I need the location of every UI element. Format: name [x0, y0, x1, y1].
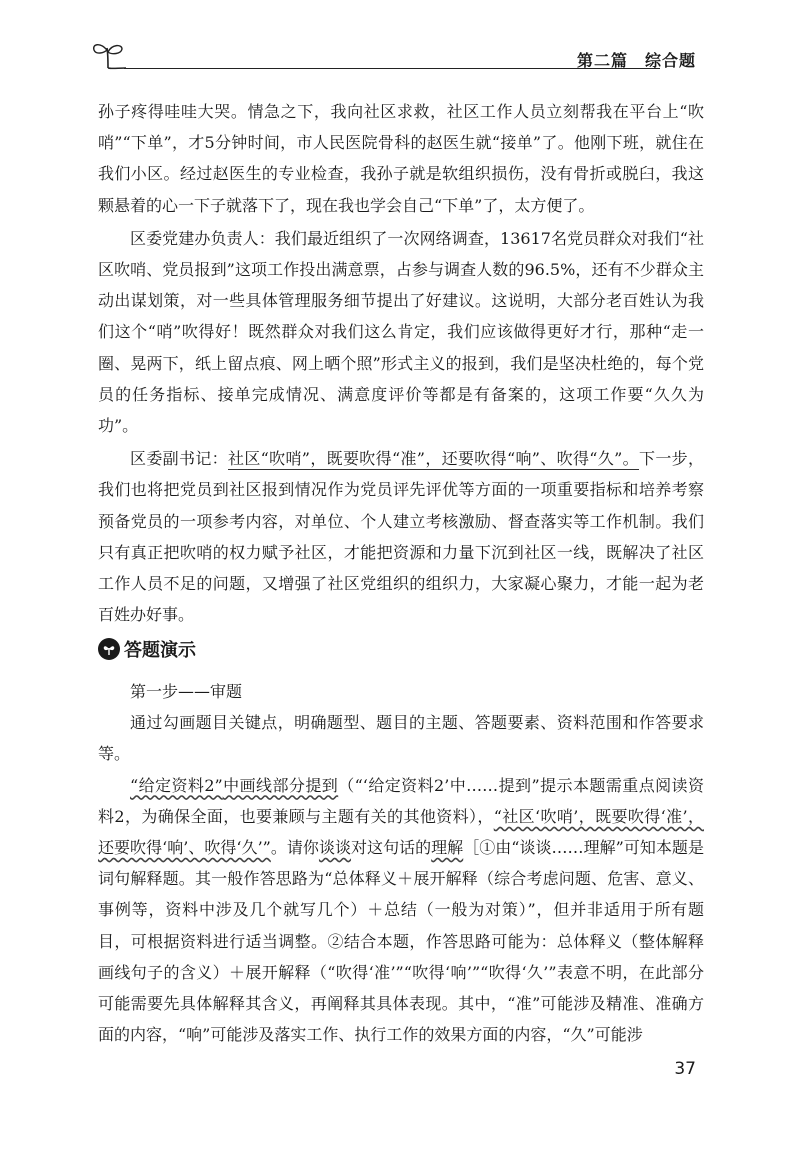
analysis-text-1: （“‘给定资料2’中……提到”提示本题需重点阅读资料2，为确保全面，也要兼顾与主题有关的其他资料）， — [98, 775, 704, 826]
question-analysis — [98, 770, 704, 1051]
section-title: 第二篇 综合题 — [576, 51, 696, 70]
paragraph-3-rest: 下一步，我们也将把党员到社区报到情况作为党员评先评优等方面的一项重要指标和培养考察预备党员的一项参考内容，对单位、个人建立考核激励、督查落实等工作机制。我们只有真正把吹哨的权力赋予社区，才能把资源和力量下沉到社区一线，既解决了社区工作人员不足的问题，又增强了社区党组织的组织力，大家凝心聚力，才能一起为老百姓办好事。 — [98, 449, 704, 625]
paragraph-3 — [98, 443, 704, 630]
keyword-quote: “社区‘吹哨’，既要吹得‘准’，还要吹得‘响’、吹得‘久’” — [98, 806, 704, 858]
answer-demo — [98, 676, 704, 1050]
keyword-material: “给定资料2” — [130, 775, 223, 795]
section-heading — [98, 636, 196, 662]
body-text — [98, 96, 704, 630]
analysis-text-2: 。请你 — [270, 838, 319, 858]
section-heading-label: 答题演示 — [124, 640, 196, 661]
paragraph-2: 区委党建办负责人：我们最近组织了一次网络调查，13617名党员群众对我们“社区吹哨、党员报到”这项工作投出满意票，占参与调查人数的96.5%，还有不少群众主动出谋划策，对一些具体管理服务细节提出了好建议。这说明，大部分老百姓认为我们这个“哨”吹得好！既然群众对我们这么肯定，我们应该做得更好才行，那种“走一圈、晃两下，纸上留点痕、网上晒个照”形式主义的报到，我们是坚决杜绝的，每个党员的任务指标、接单完成情况、满意度评价等都是有备案的，这项工作要“久久为功”。 — [98, 228, 704, 436]
sprout-icon — [90, 38, 130, 72]
underlined-quote: 社区“吹哨”，既要吹得“准”，还要吹得“响”、吹得“久”。 — [227, 449, 639, 469]
analysis-text-3: 对这句话的 — [351, 838, 432, 858]
analysis-text-4: ［①由“谈谈……理解”可知本题是词句解释题。其一般作答思路为“总体释义＋展开解释（综合考虑问题、危害、意义、事例等，资料中涉及几个就写几个）＋总结（一般为对策）”，但并非适用于所有题目，可根据资料进行适当调整。②结合本题，作答思路可能为：总体释义（整体解释画线句子的含义）＋展开解释（“吹得‘准’”“吹得‘响’”“吹得‘久’”表意不明，在此部分可能需要先具体解释其含义，再阐释其具体表现。其中，“准”可能涉及精准、准确方面的内容，“响”可能涉及落实工作、执行工作的效果方面的内容，“久”可能涉 — [98, 838, 704, 1045]
paragraph-1: 孙子疼得哇哇大哭。情急之下，我向社区求救，社区工作人员立刻帮我在平台上“吹哨”“下单”，才5分钟时间，市人民医院骨科的赵医生就“接单”了。他刚下班，就住在我们小区。经过赵医生的专业检查，我孙子就是软组织损伤，没有骨折或脱臼，我这颗悬着的心一下子就落下了，现在我也学会自己“下单”了，太方便了。 — [98, 102, 704, 215]
keyword-discuss: 谈谈 — [318, 838, 352, 858]
leaf-badge-icon — [98, 638, 120, 660]
page-number: 37 — [674, 1059, 696, 1079]
page-header — [90, 38, 710, 72]
keyword-underlined-part: 中画线部分提到 — [222, 775, 339, 795]
speaker-label: 区委副书记： — [130, 449, 228, 469]
intro-text: 通过勾画题目关键点，明确题型、题目的主题、答题要素、资料范围和作答要求等。 — [98, 713, 704, 764]
keyword-understanding: 理解 — [431, 838, 464, 858]
step-title: 第一步——审题 — [130, 682, 243, 701]
